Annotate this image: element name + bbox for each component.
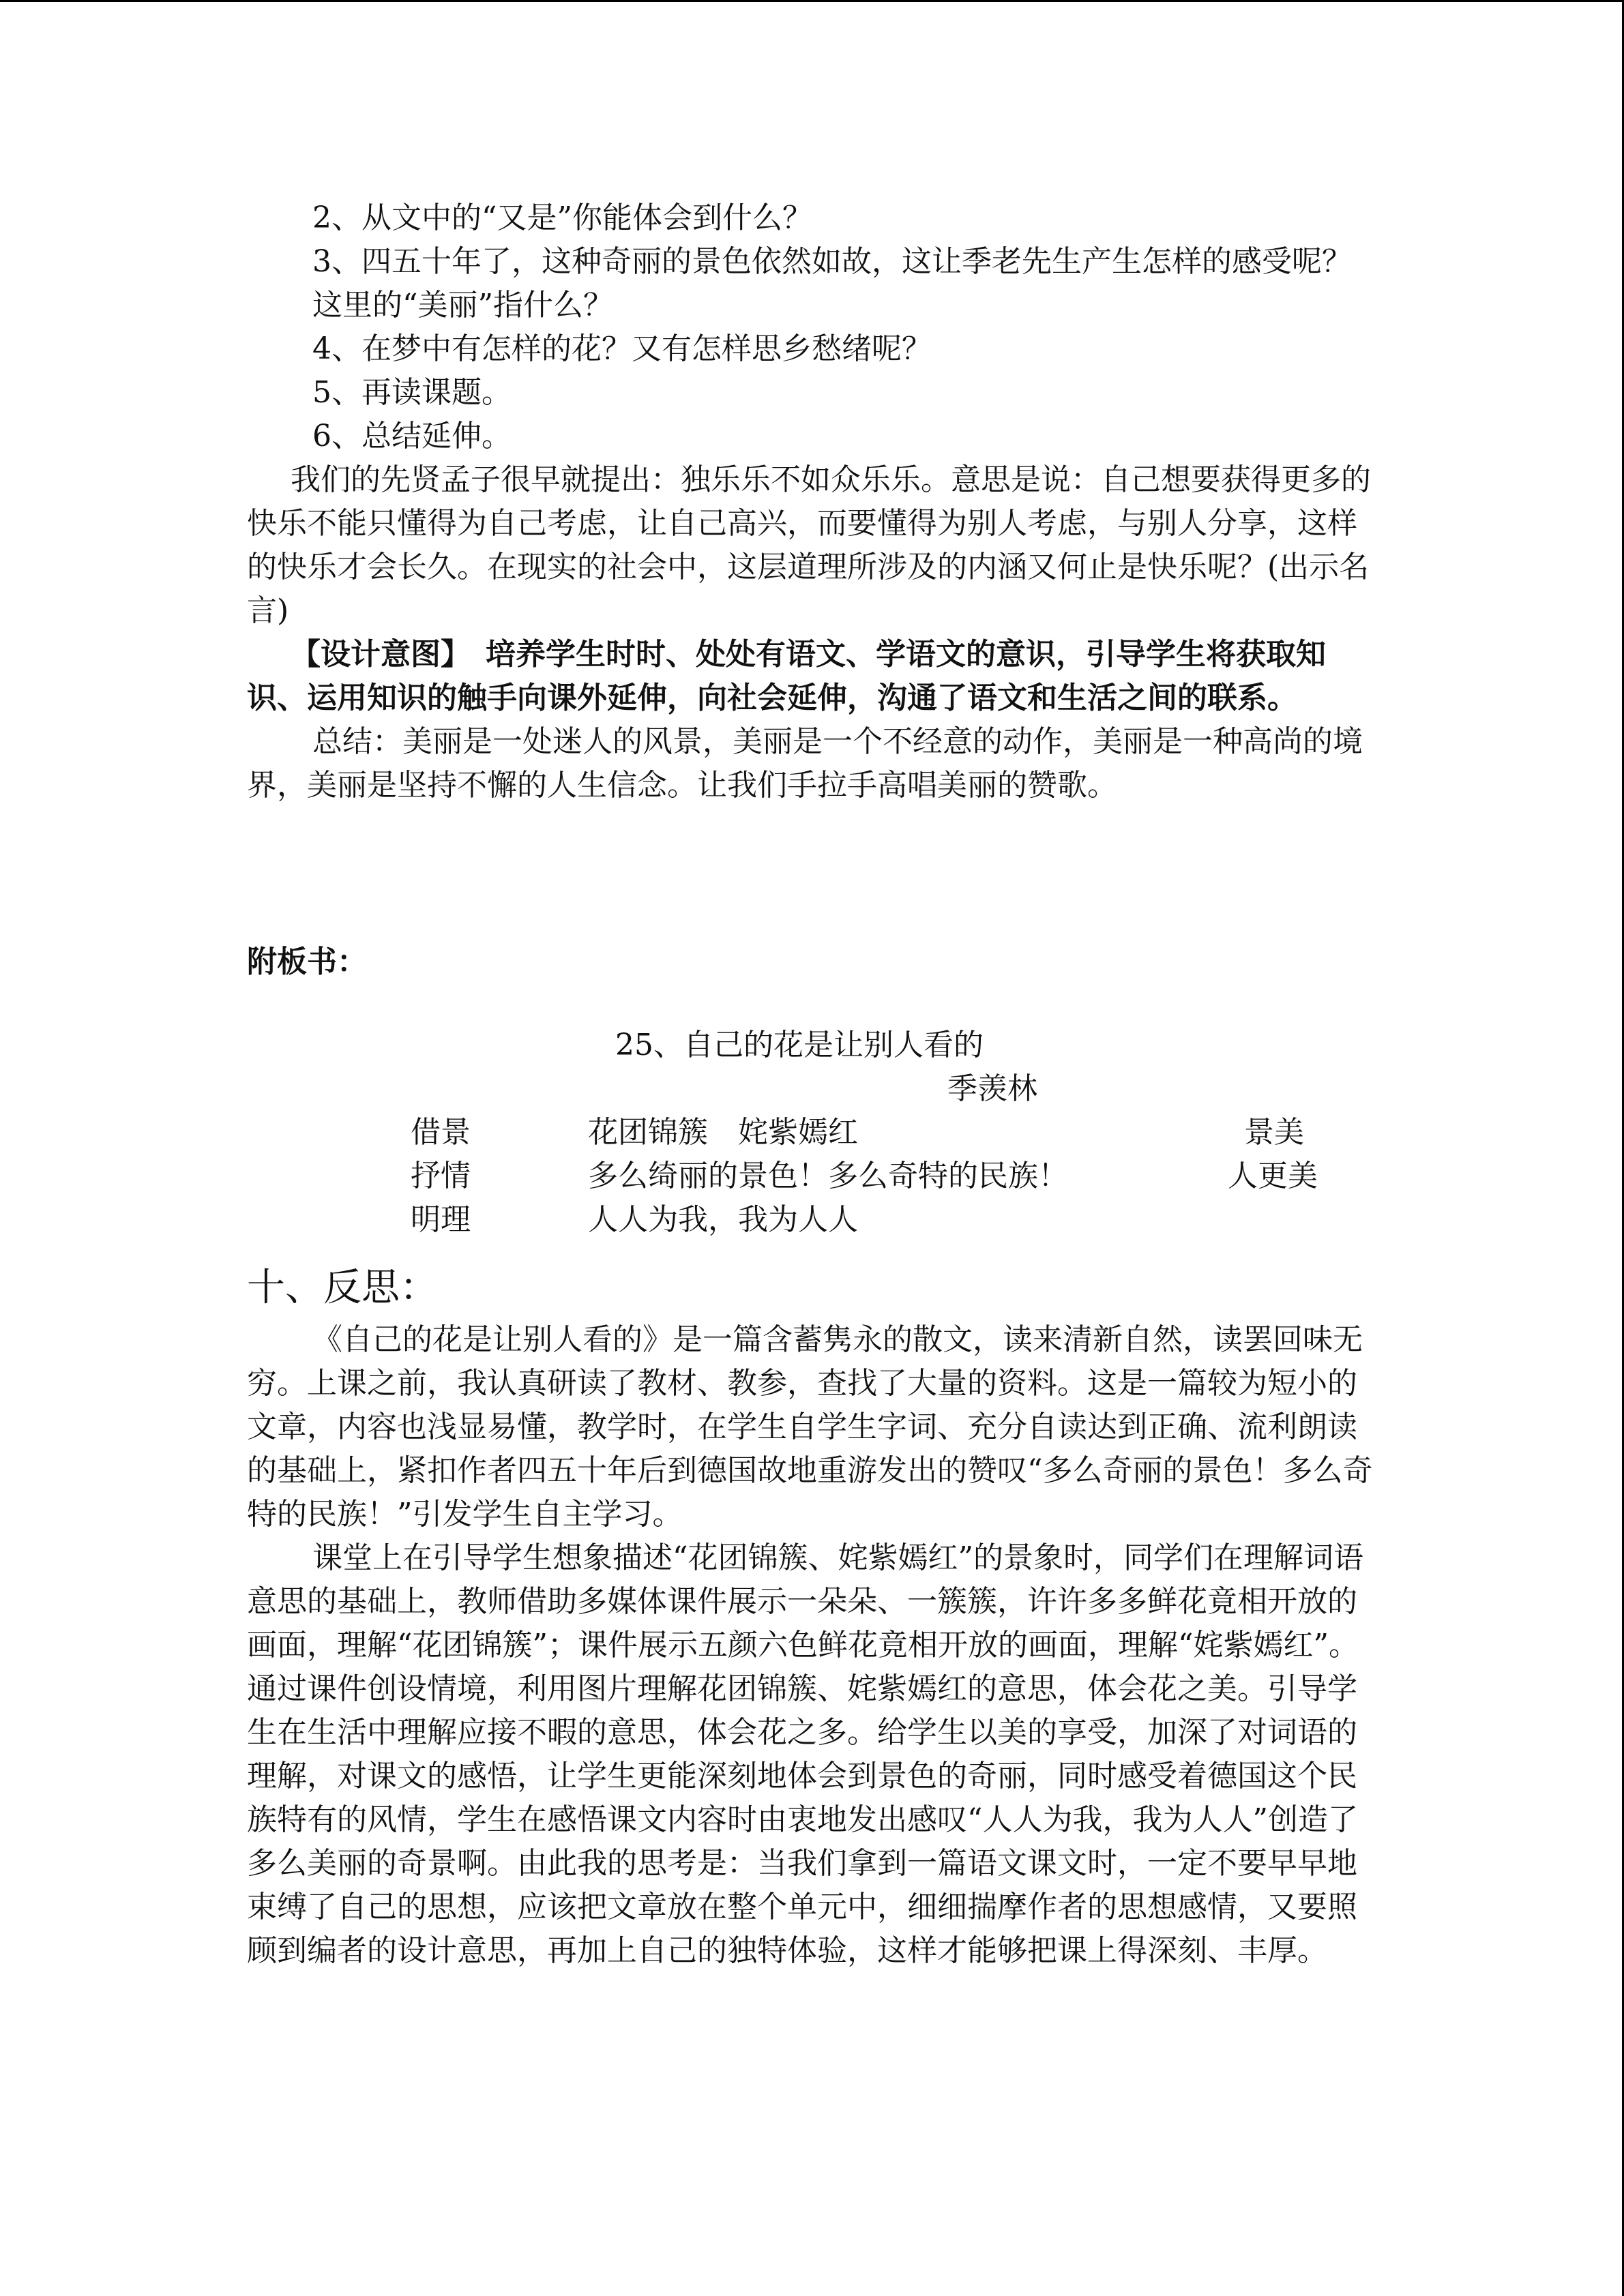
board-row-right: 人更美 [1228,1159,1318,1193]
blackboard-layout [247,1024,1379,1255]
board-row-middle: 多么绮丽的景色！多么奇特的民族！ [588,1159,1068,1193]
spacer [247,807,1379,940]
board-title: 25、自己的花是让别人看的 [615,1028,984,1062]
board-row-middle: 人人为我，我为人人 [588,1202,858,1237]
question-4: 4、在梦中有怎样的花？又有怎样思乡愁绪呢？ [312,331,932,366]
mencius-paragraph: 我们的先贤孟子很早就提出：独乐乐不如众乐乐。意思是说：自己想要获得更多的快乐不能只懂得为自己考虑，让自己高兴，而要懂得为别人考虑，与别人分享，这样的快乐才会长久。在现实的社会中，这层道理所涉及的内涵又何止是快乐呢？(出示名言) [247,462,1371,628]
question-3: 3、四五十年了，这种奇丽的景色依然如故，这让季老先生产生怎样的感受呢？ [312,244,1352,279]
board-row-right: 景美 [1244,1115,1304,1150]
document-body [247,196,1379,1973]
board-row-left: 抒情 [411,1159,471,1193]
board-row-middle: 花团锦簇 姹紫嫣红 [588,1115,858,1150]
reflection-heading: 十、反思： [247,1266,438,1310]
reflection-paragraph-2: 课堂上在引导学生想象描述“花团锦簇、姹紫嫣红”的景象时，同学们在理解词语意思的基础上，教师借助多媒体课件展示一朵朵、一簇簇，许许多多鲜花竟相开放的画面，理解“花团锦簇”；课件展示五颜六色鲜花竟相开放的画面，理解“姹紫嫣红”。通过课件创设情境，利用图片理解花团锦簇、姹紫嫣红的意思，体会花之美。引导学生在生活中理解应接不暇的意思，体会花之多。给学生以美的享受，加深了对词语的理解，对课文的感悟，让学生更能深刻地体会到景色的奇丽，同时感受着德国这个民族特有的风情，学生在感悟课文内容时由衷地发出感叹“人人为我，我为人人”创造了多么美丽的奇景啊。由此我的思考是：当我们拿到一篇语文课文时，一定不要早早地束缚了自己的思想，应该把文章放在整个单元中，细细揣摩作者的思想感情，又要照顾到编者的设计意思，再加上自己的独特体验，这样才能够把课上得深刻、丰厚。 [247,1540,1363,1968]
board-row [247,1154,1379,1198]
reflection-paragraph-1: 《自己的花是让别人看的》是一篇含蓄隽永的散文，读来清新自然，读罢回味无穷。上课之前，我认真研读了教材、教参，查找了大量的资料。这是一篇较为短小的文章，内容也浅显易懂，教学时，在学生自学生字词、充分自读达到正确、流利朗读的基础上，紧扣作者四五十年后到德国故地重游发出的赞叹“多么奇丽的景色！多么奇特的民族！”引发学生自主学习。 [247,1322,1373,1532]
board-label: 附板书： [247,944,367,979]
board-row [247,1111,1379,1154]
question-2: 2、从文中的“又是”你能体会到什么？ [312,200,812,235]
board-row-left: 明理 [411,1202,471,1237]
question-3-sub: 这里的“美丽”指什么？ [312,288,613,323]
question-6: 6、总结延伸。 [312,419,512,453]
question-5: 5、再读课题。 [312,375,512,410]
design-intent: 【设计意图】 培养学生时时、处处有语文、学语文的意识，引导学生将获取知识、运用知识的触手向课外延伸，向社会延伸，沟通了语文和生活之间的联系。 [247,637,1326,715]
board-row-left: 借景 [411,1115,471,1150]
summary-paragraph: 总结：美丽是一处迷人的风景，美丽是一个不经意的动作，美丽是一种高尚的境界，美丽是坚持不懈的人生信念。让我们手拉手高唱美丽的赞歌。 [247,724,1363,803]
board-author: 季羡林 [947,1071,1037,1106]
board-row [247,1198,1379,1242]
